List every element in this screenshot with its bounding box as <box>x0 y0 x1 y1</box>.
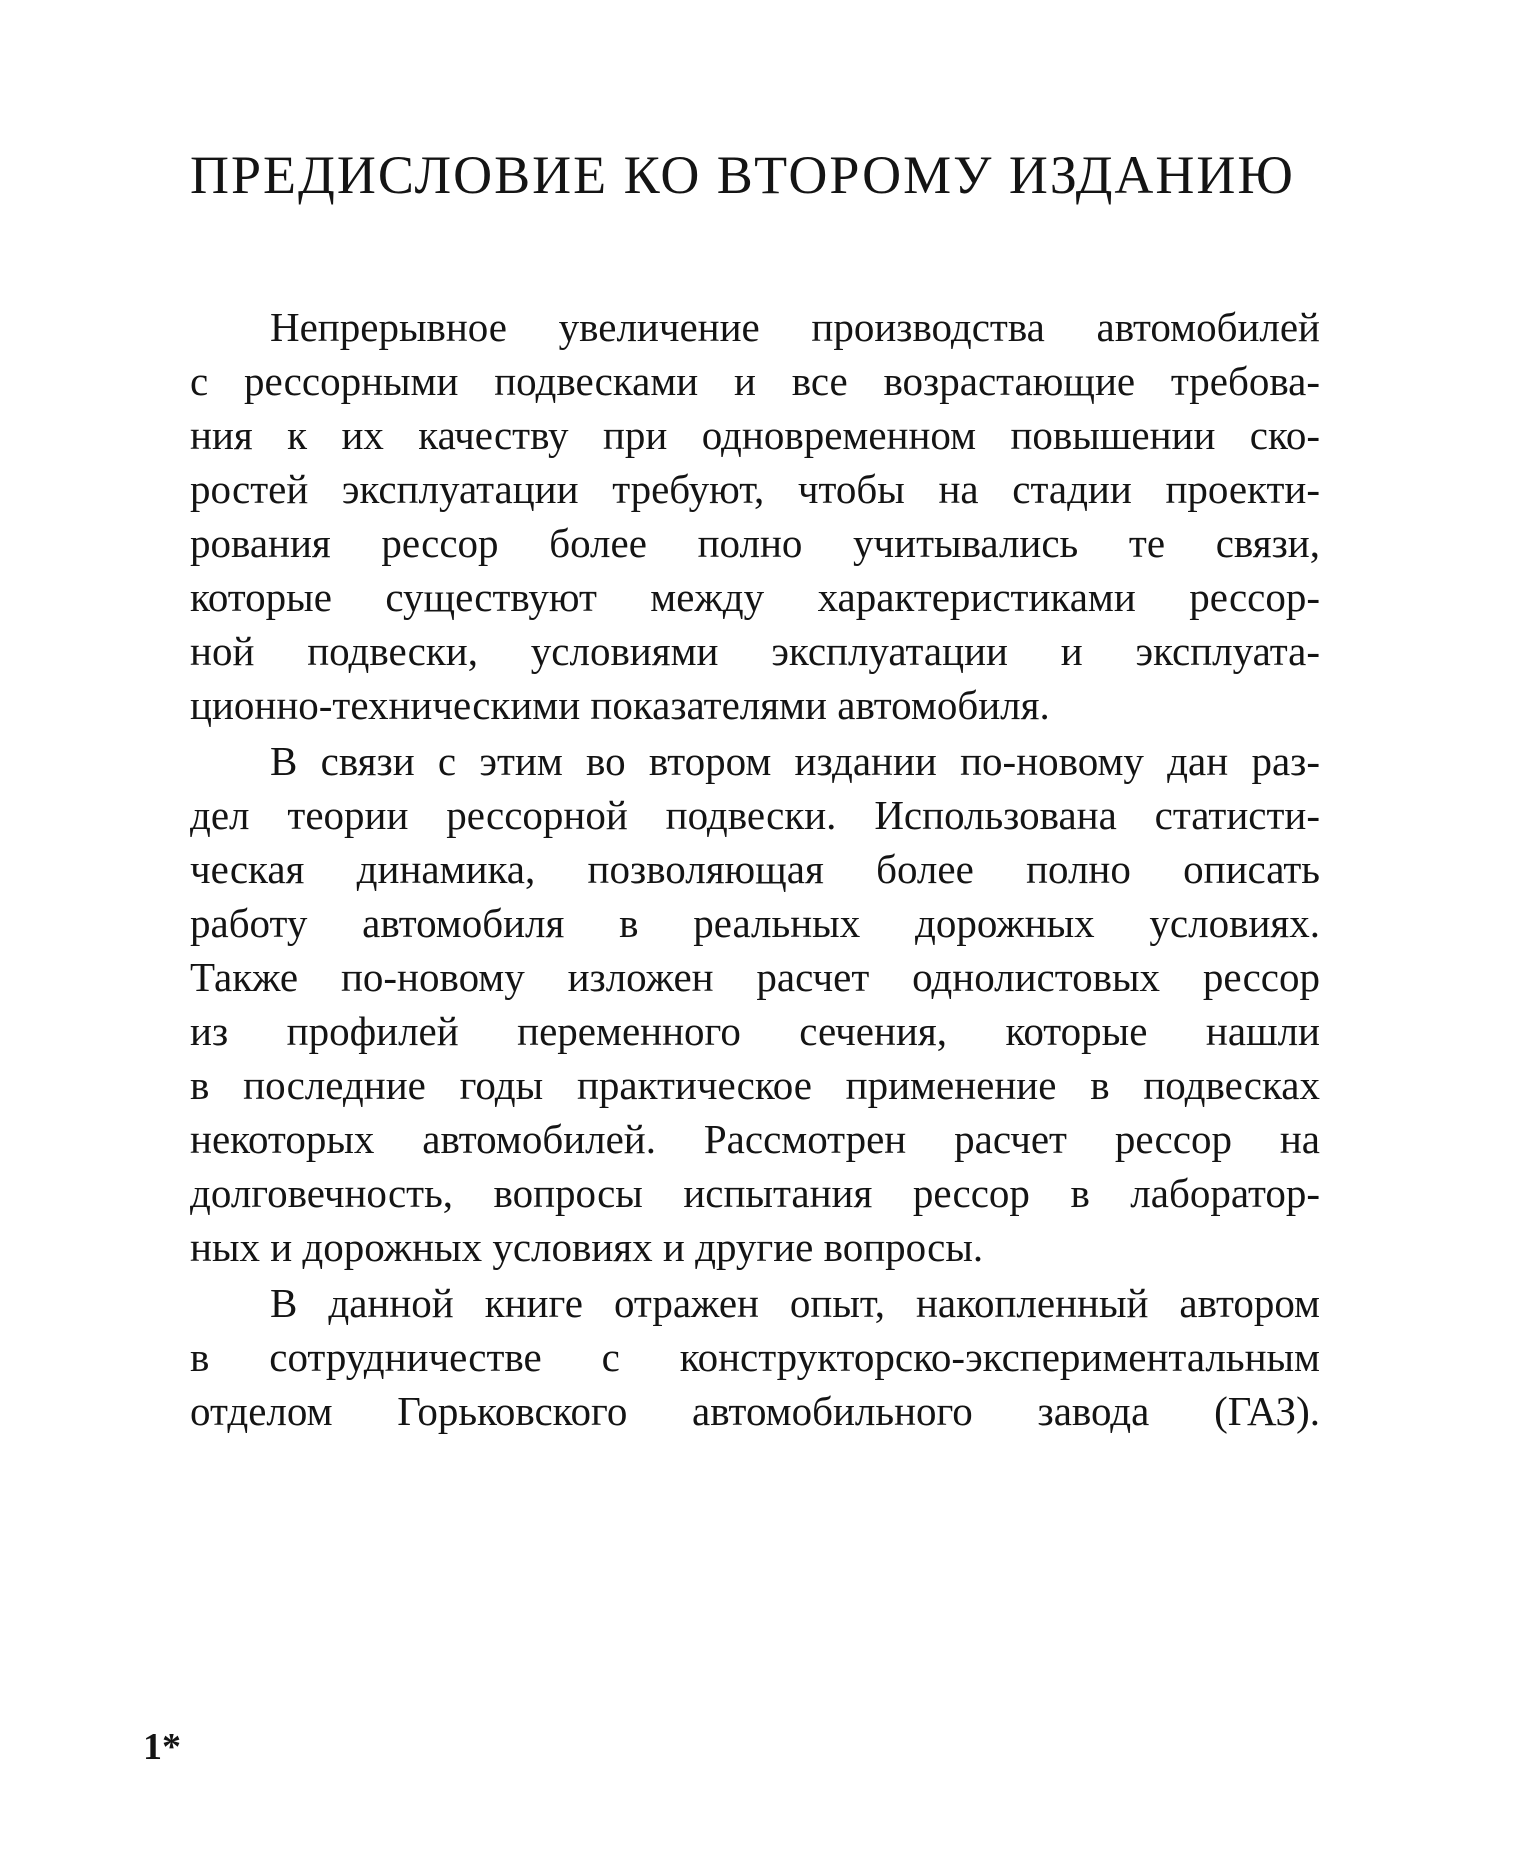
text-line: ной подвески, условиями эксплуатации и эксплуата- <box>190 628 1320 674</box>
body-text <box>190 300 1320 1438</box>
text-line: в последние годы практическое применение в подвесках <box>190 1062 1320 1108</box>
paragraph-3 <box>190 1276 1320 1438</box>
text-line: Также по-новому изложен расчет однолистовых рессор <box>190 954 1320 1000</box>
text-line: отделом Горьковского автомобильного завода (ГАЗ). <box>190 1388 1320 1434</box>
text-line: ных и дорожных условиях и другие вопросы. <box>190 1224 984 1270</box>
text-line: В данной книге отражен опыт, накопленный автором <box>270 1280 1320 1326</box>
text-line: Непрерывное увеличение производства автомобилей <box>270 304 1320 350</box>
page-title: ПРЕДИСЛОВИЕ КО ВТОРОМУ ИЗДАНИЮ <box>190 145 1295 205</box>
paragraph-1 <box>190 300 1320 732</box>
text-line: В связи с этим во втором издании по-новому дан раз- <box>270 738 1320 784</box>
text-line: в сотрудничестве с конструкторско-экспериментальным <box>190 1334 1320 1380</box>
text-line: которые существуют между характеристиками рессор- <box>190 574 1320 620</box>
text-line: работу автомобиля в реальных дорожных условиях. <box>190 900 1320 946</box>
text-line: ционно-техническими показателями автомобиля. <box>190 682 1050 728</box>
text-line: некоторых автомобилей. Рассмотрен расчет рессор на <box>190 1116 1320 1162</box>
text-line: рования рессор более полно учитывались те связи, <box>190 520 1320 566</box>
text-line: долговечность, вопросы испытания рессор в лаборатор- <box>190 1170 1320 1216</box>
text-line: ния к их качеству при одновременном повышении ско- <box>190 412 1320 458</box>
text-line: ростей эксплуатации требуют, чтобы на стадии проекти- <box>190 466 1320 512</box>
signature-mark: 1* <box>143 1726 181 1768</box>
text-line: дел теории рессорной подвески. Использована статисти- <box>190 792 1320 838</box>
paragraph-2 <box>190 734 1320 1274</box>
text-line: из профилей переменного сечения, которые нашли <box>190 1008 1320 1054</box>
text-line: с рессорными подвесками и все возрастающие требова- <box>190 358 1320 404</box>
text-line: ческая динамика, позволяющая более полно описать <box>190 846 1320 892</box>
